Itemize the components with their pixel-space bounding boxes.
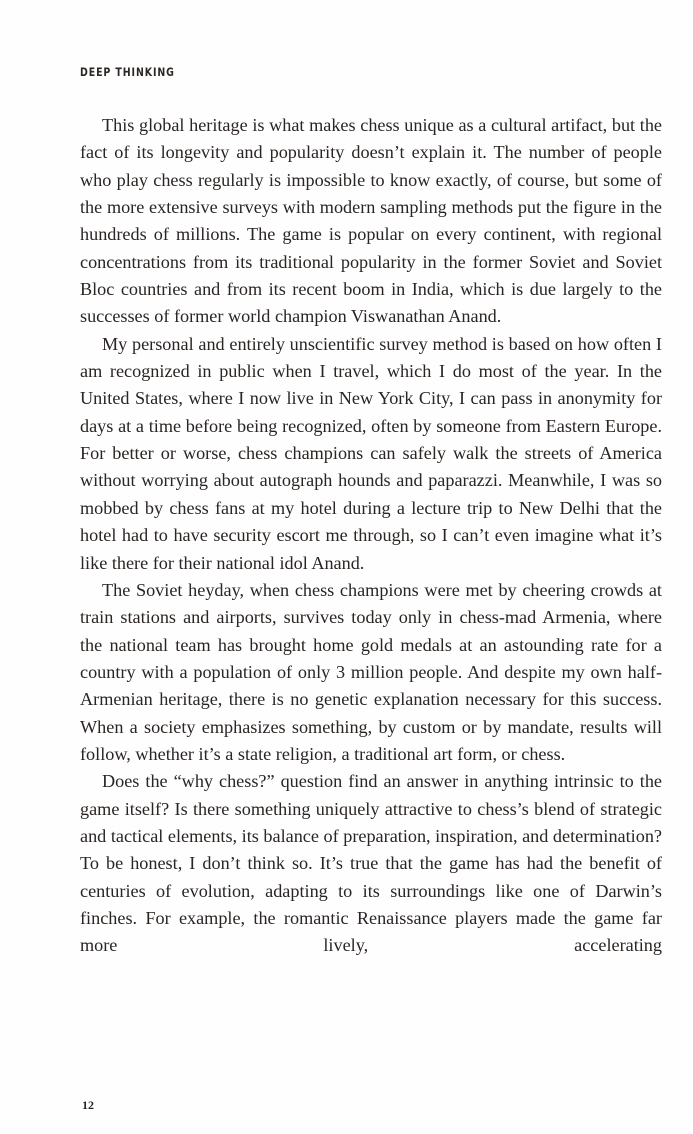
- paragraph: The Soviet heyday, when chess champions were met by cheering crowds at train stations and airports, survives today only in chess-mad Armenia, where the national team has brought home gold medals at an astounding rate for a country with a population of only 3 million people. And despite my own half-Armenian heritage, there is no genetic explanation necessary for this success. When a society emphasizes something, by custom or by mandate, results will follow, whether it’s a state religion, a traditional art form, or chess.: [80, 579, 662, 764]
- page-number: 12: [82, 1098, 94, 1112]
- paragraph: This global heritage is what makes chess unique as a cultural artifact, but the fact of its longevity and popularity doesn’t explain it. The number of people who play chess regularly is impossible to know exactly, of course, but some of the more extensive surveys with modern sampling methods put the figure in the hundreds of millions. The game is popular on every continent, with regional concentrations from its traditional popularity in the former Soviet and Soviet Bloc countries and from its recent boom in India, which is due largely to the successes of former world champion Viswanathan Anand.: [80, 115, 662, 327]
- running-head: DEEP THINKING: [80, 65, 175, 79]
- paragraph: Does the “why chess?” question find an answer in anything intrinsic to the game itself? Is there something uniquely attractive to chess’s blend of strategic and tactical elements, its balance of preparation, inspiration, and determination? To be honest, I don’t think so. It’s true that the game has had the benefit of centuries of evolution, adapting to its surroundings like one of Darwin’s finches. For example, the romantic Renaissance players made the game far more lively, accelerating: [80, 771, 662, 956]
- paragraph: My personal and entirely unscientific survey method is based on how often I am recognized in public when I travel, which I do most of the year. In the United States, where I now live in New York City, I can pass in anonymity for days at a time before being recognized, often by someone from Eastern Europe. For better or worse, chess champions can safely walk the streets of America without worrying about autograph hounds and paparazzi. Meanwhile, I was so mobbed by chess fans at my hotel during a lecture trip to New Delhi that the hotel had to have security escort me through, so I can’t even imagine what it’s like there for their national idol Anand.: [80, 333, 662, 573]
- body-text: [80, 112, 662, 960]
